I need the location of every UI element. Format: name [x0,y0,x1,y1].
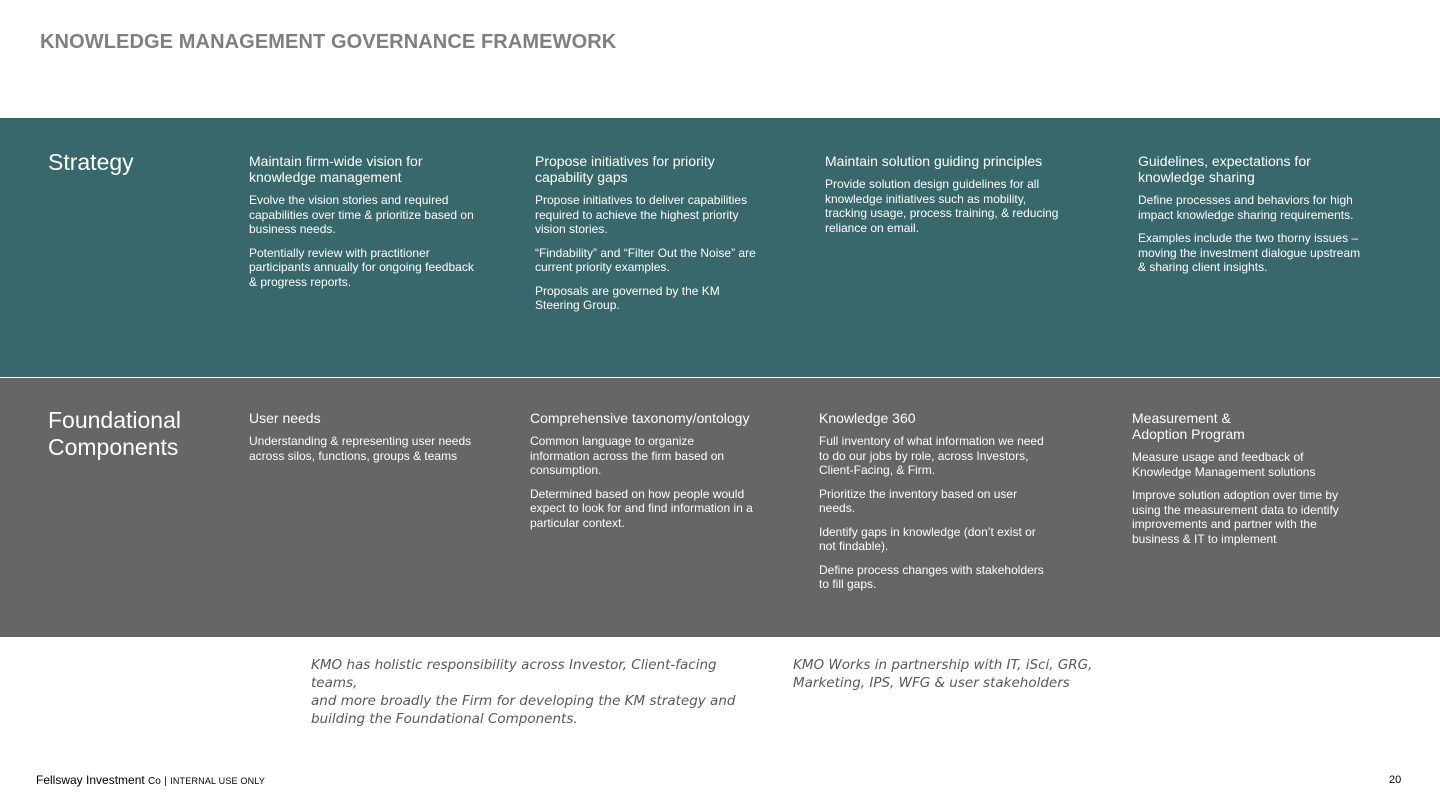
footer-brand: Fellsway Investment [36,773,145,787]
column-heading: Maintain solution guiding principles [825,153,1043,169]
column-heading: Guidelines, expectations for knowledge sharing [1138,153,1311,185]
column-text: “Findability” and “Filter Out the Noise” are current priority examples. [535,245,756,274]
column-text: Common language to organize information across the firm based on consumption. [530,434,725,477]
foundational-row-label: Foundational Components [48,407,181,460]
foundational-column-taxonomy [530,410,755,539]
column-text: Improve solution adoption over time by using the measurement data to identify improvements and partner with the business & IT to implement [1132,488,1339,546]
column-text: Full inventory of what information we need to do our jobs by role, across Investors, Client-Facing, & Firm. [819,434,1044,477]
column-text: Evolve the vision stories and required capabilities over time & prioritize based on business needs. [249,193,474,236]
column-text: Measure usage and feedback of Knowledge Management solutions [1132,450,1316,479]
strategy-column-vision [249,153,474,298]
note-kmo-partnership: KMO Works in partnership with IT, iSci, GRG, Marketing, IPS, WFG & user stakeholders [793,657,1093,691]
column-text: Propose initiatives to deliver capabilities required to achieve the highest priority vision stories. [535,193,748,236]
foundational-column-user-needs [249,410,479,472]
strategy-band [0,118,1440,377]
footer-classification: INTERNAL USE ONLY [170,776,266,786]
column-text: Define process changes with stakeholders to fill gaps. [819,562,1044,591]
note-kmo-responsibility: KMO has holistic responsibility across Investor, Client-facing teams, and more broadly the Firm for developing the KM strategy and building the Foundational Components. [311,657,736,727]
column-text: Provide solution design guidelines for all knowledge initiatives such as mobility, tracking usage, process training, & reducing reliance on email. [825,177,1059,235]
column-text: Define processes and behaviors for high impact knowledge sharing requirements. [1138,193,1354,222]
column-text: Examples include the two thorny issues – moving the investment dialogue upstream & sharing client insights. [1138,231,1361,274]
strategy-column-initiatives [535,153,760,322]
column-heading: Maintain firm-wide vision for knowledge management [249,153,423,185]
foundational-column-measurement [1132,410,1352,555]
column-heading: Measurement & Adoption Program [1132,410,1245,442]
column-heading: User needs [249,410,321,426]
strategy-row-label: Strategy [48,149,134,175]
footer-brand-suffix: Co [148,776,161,787]
column-text: Proposals are governed by the KM Steering Group. [535,283,720,312]
column-heading: Knowledge 360 [819,410,916,426]
column-text: Understanding & representing user needs across silos, functions, groups & teams [249,434,472,463]
page-title: KNOWLEDGE MANAGEMENT GOVERNANCE FRAMEWORK [40,31,617,53]
column-text: Prioritize the inventory based on user needs. [819,486,1018,515]
page-number: 20 [1389,774,1402,786]
column-text: Determined based on how people would expect to look for and find information in a particular context. [530,486,753,530]
strategy-column-principles [825,153,1065,244]
strategy-column-sharing [1138,153,1363,284]
column-text: Potentially review with practitioner participants annually for ongoing feedback & progress reports. [249,245,474,289]
column-text: Identify gaps in knowledge (don’t exist or not findable). [819,524,1036,553]
column-heading: Propose initiatives for priority capability gaps [535,153,715,185]
foundational-band [0,378,1440,637]
footer [36,773,265,787]
foundational-column-knowledge-360 [819,410,1044,601]
footer-separator: | [164,776,167,787]
column-heading: Comprehensive taxonomy/ontology [530,410,750,426]
